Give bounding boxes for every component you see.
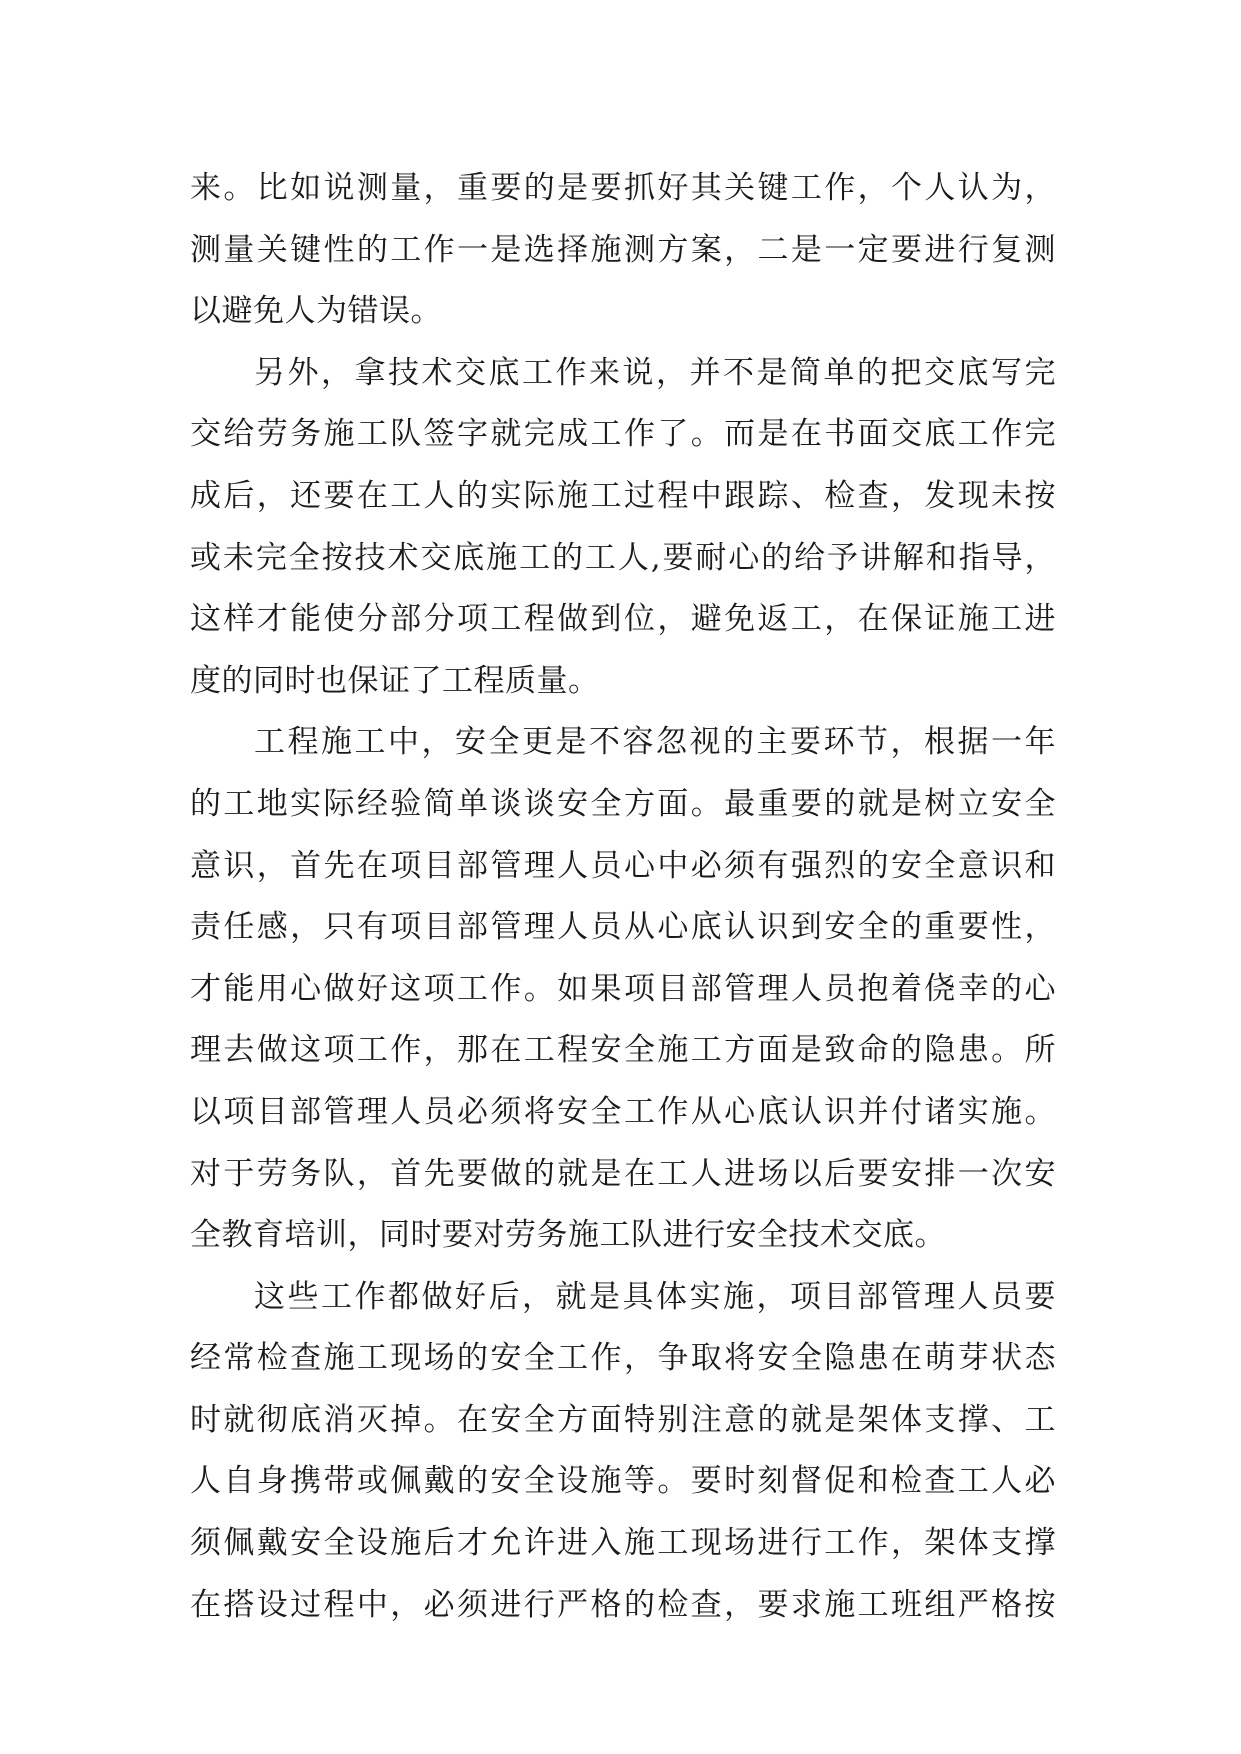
text-line: 测量关键性的工作一是选择施测方案，二是一定要进行复测 bbox=[190, 231, 1056, 268]
text-line: 以避免人为错误。 bbox=[190, 293, 442, 330]
text-line: 意识，首先在项目部管理人员心中必须有强烈的安全意识和 bbox=[190, 847, 1056, 884]
text-line: 这样才能使分部分项工程做到位，避免返工，在保证施工进 bbox=[190, 601, 1056, 638]
text-line: 工程施工中，安全更是不容忽视的主要环节，根据一年 bbox=[254, 724, 1056, 761]
text-line: 才能用心做好这项工作。如果项目部管理人员抱着侥幸的心 bbox=[190, 970, 1056, 1007]
text-line: 交给劳务施工队签字就完成工作了。而是在书面交底工作完 bbox=[190, 416, 1056, 453]
text-line: 理去做这项工作，那在工程安全施工方面是致命的隐患。所 bbox=[190, 1032, 1056, 1069]
text-line: 这些工作都做好后，就是具体实施，项目部管理人员要 bbox=[254, 1278, 1056, 1315]
text-line: 在搭设过程中，必须进行严格的检查，要求施工班组严格按 bbox=[190, 1586, 1056, 1623]
text-line: 经常检查施工现场的安全工作，争取将安全隐患在萌芽状态 bbox=[190, 1340, 1056, 1377]
text-line: 责任感，只有项目部管理人员从心底认识到安全的重要性， bbox=[190, 909, 1056, 946]
text-line: 的工地实际经验简单谈谈安全方面。最重要的就是树立安全 bbox=[190, 785, 1056, 822]
text-line: 对于劳务队，首先要做的就是在工人进场以后要安排一次安 bbox=[190, 1155, 1056, 1192]
body-text bbox=[190, 158, 1056, 1636]
text-line: 时就彻底消灭掉。在安全方面特别注意的就是架体支撑、工 bbox=[190, 1401, 1056, 1438]
text-line: 人自身携带或佩戴的安全设施等。要时刻督促和检查工人必 bbox=[190, 1463, 1056, 1500]
text-line: 来。比如说测量，重要的是要抓好其关键工作，个人认为， bbox=[190, 170, 1056, 206]
text-line: 成后，还要在工人的实际施工过程中跟踪、检查，发现未按 bbox=[190, 477, 1056, 514]
text-line: 须佩戴安全设施后才允许进入施工现场进行工作，架体支撑 bbox=[190, 1525, 1056, 1562]
text-line: 全教育培训，同时要对劳务施工队进行安全技术交底。 bbox=[190, 1217, 946, 1254]
text-line: 另外，拿技术交底工作来说，并不是简单的把交底写完 bbox=[254, 354, 1056, 391]
text-line: 度的同时也保证了工程质量。 bbox=[190, 662, 600, 699]
text-line: 以项目部管理人员必须将安全工作从心底认识并付诸实施。 bbox=[190, 1093, 1056, 1130]
text-line: 或未完全按技术交底施工的工人,要耐心的给予讲解和指导， bbox=[190, 539, 1056, 576]
